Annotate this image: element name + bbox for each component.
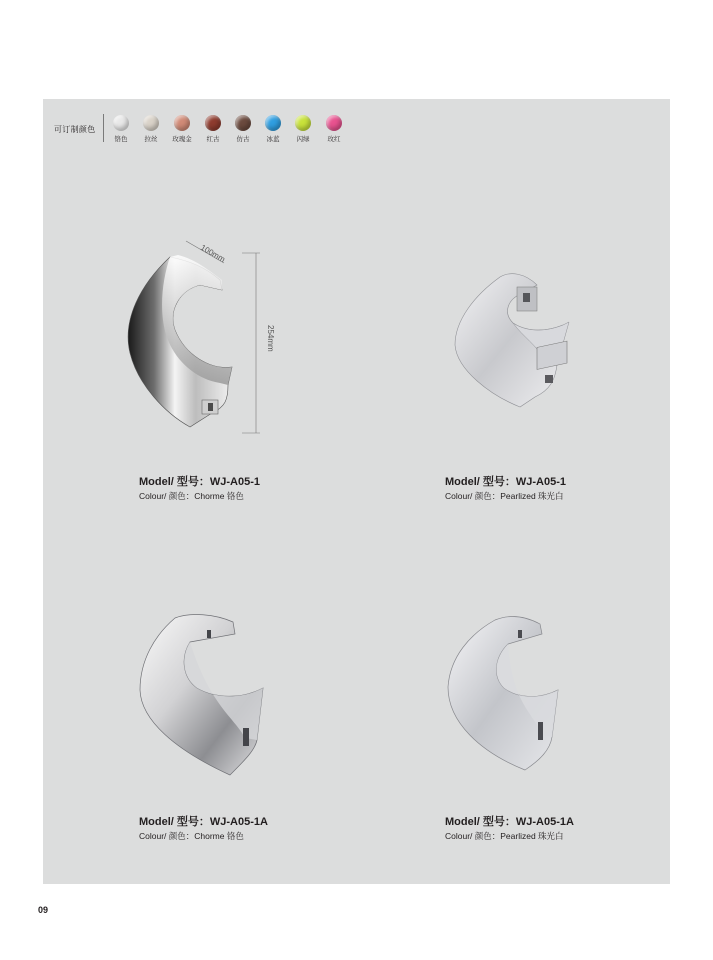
swatch-dot bbox=[295, 115, 311, 131]
swatch-label: 仿古 bbox=[236, 136, 250, 143]
swatch-rose-gold bbox=[165, 115, 199, 143]
swatch-chrome bbox=[104, 115, 138, 143]
swatch-label: 红古 bbox=[206, 136, 220, 143]
swatch-ice-blue bbox=[256, 115, 290, 143]
colour-label: Colour/ 颜色：Pearlized 珠光白 bbox=[445, 491, 564, 501]
swatch-dot bbox=[235, 115, 251, 131]
model-label: Model/ 型号：WJ-A05-1A bbox=[139, 816, 268, 828]
swatch-dot bbox=[113, 115, 129, 131]
swatch-flash-green bbox=[286, 115, 320, 143]
page-number: 09 bbox=[38, 905, 49, 915]
height-dimension-label: 254mm bbox=[266, 325, 275, 352]
swatch-label: 闪绿 bbox=[296, 136, 310, 143]
swatch-brushed bbox=[134, 115, 168, 143]
colour-label: Colour/ 颜色：Pearlized 珠光白 bbox=[445, 831, 564, 841]
product-caption-2 bbox=[445, 473, 566, 502]
model-label: Model/ 型号：WJ-A05-1 bbox=[139, 476, 261, 488]
swatch-red-antique bbox=[196, 115, 230, 143]
swatch-dot bbox=[174, 115, 190, 131]
swatch-dot bbox=[265, 115, 281, 131]
swatch-label: 拉丝 bbox=[144, 136, 158, 143]
model-label: Model/ 型号：WJ-A05-1 bbox=[445, 476, 567, 488]
model-label: Model/ 型号：WJ-A05-1A bbox=[445, 816, 574, 828]
custom-colors-title: 可订制颜色 bbox=[54, 125, 96, 134]
product-image-wj-a05-1-pearlized bbox=[445, 265, 580, 415]
swatch-label: 玫瑰金 bbox=[172, 136, 192, 143]
swatch-label: 冰蓝 bbox=[266, 136, 280, 143]
product-caption-4 bbox=[445, 813, 574, 842]
product-image-wj-a05-1a-chrome bbox=[135, 610, 270, 780]
product-image-wj-a05-1a-pearlized bbox=[440, 612, 575, 777]
swatch-label: 铬色 bbox=[114, 136, 128, 143]
swatch-dot bbox=[326, 115, 342, 131]
width-dimension-label: 100mm bbox=[199, 242, 227, 265]
product-image-wj-a05-1-chrome bbox=[110, 235, 285, 440]
swatch-label: 玫红 bbox=[327, 136, 341, 143]
product-caption-3 bbox=[139, 813, 268, 842]
swatch-dot bbox=[205, 115, 221, 131]
swatch-antique bbox=[226, 115, 260, 143]
product-caption-1 bbox=[139, 473, 260, 502]
colour-label: Colour/ 颜色：Chorme 铬色 bbox=[139, 491, 244, 501]
colour-label: Colour/ 颜色：Chorme 铬色 bbox=[139, 831, 244, 841]
swatch-dot bbox=[143, 115, 159, 131]
swatch-rose-red bbox=[317, 115, 351, 143]
